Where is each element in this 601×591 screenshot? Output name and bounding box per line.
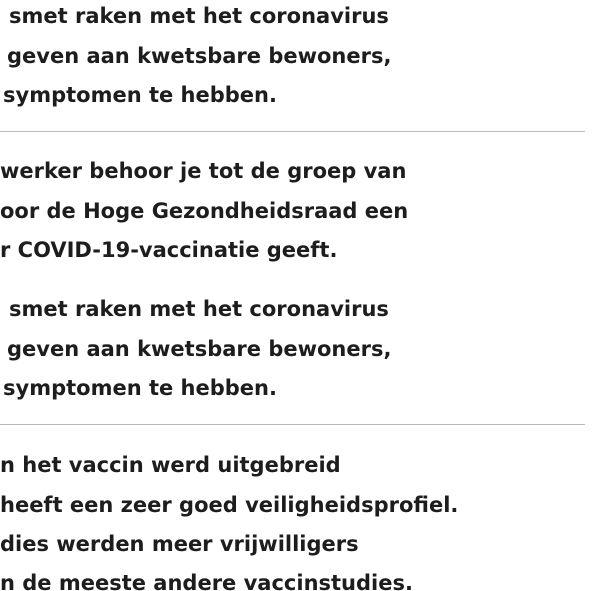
text-line: symptomen te hebben. bbox=[3, 376, 277, 400]
text-line: n het vaccin werd uitgebreid bbox=[0, 453, 341, 477]
text-line: dies werden meer vrijwilligers bbox=[0, 532, 359, 556]
text-line: oor de Hoge Gezondheidsraad een bbox=[0, 199, 409, 223]
text-line: smet raken met het coronavirus bbox=[9, 4, 389, 28]
text-line: geven aan kwetsbare bewoners, bbox=[7, 337, 392, 361]
text-line: geven aan kwetsbare bewoners, bbox=[7, 44, 392, 68]
text-line: r COVID-19-vaccinatie geeft. bbox=[0, 238, 338, 262]
text-line: heeft een zeer goed veiligheidsprofiel. bbox=[0, 493, 459, 517]
section-divider bbox=[0, 424, 585, 425]
text-line: n de meeste andere vaccinstudies. bbox=[0, 571, 413, 591]
text-line: smet raken met het coronavirus bbox=[9, 297, 389, 321]
text-line: symptomen te hebben. bbox=[3, 83, 277, 107]
section-divider bbox=[0, 131, 585, 132]
text-line: werker behoor je tot de groep van bbox=[0, 159, 407, 183]
